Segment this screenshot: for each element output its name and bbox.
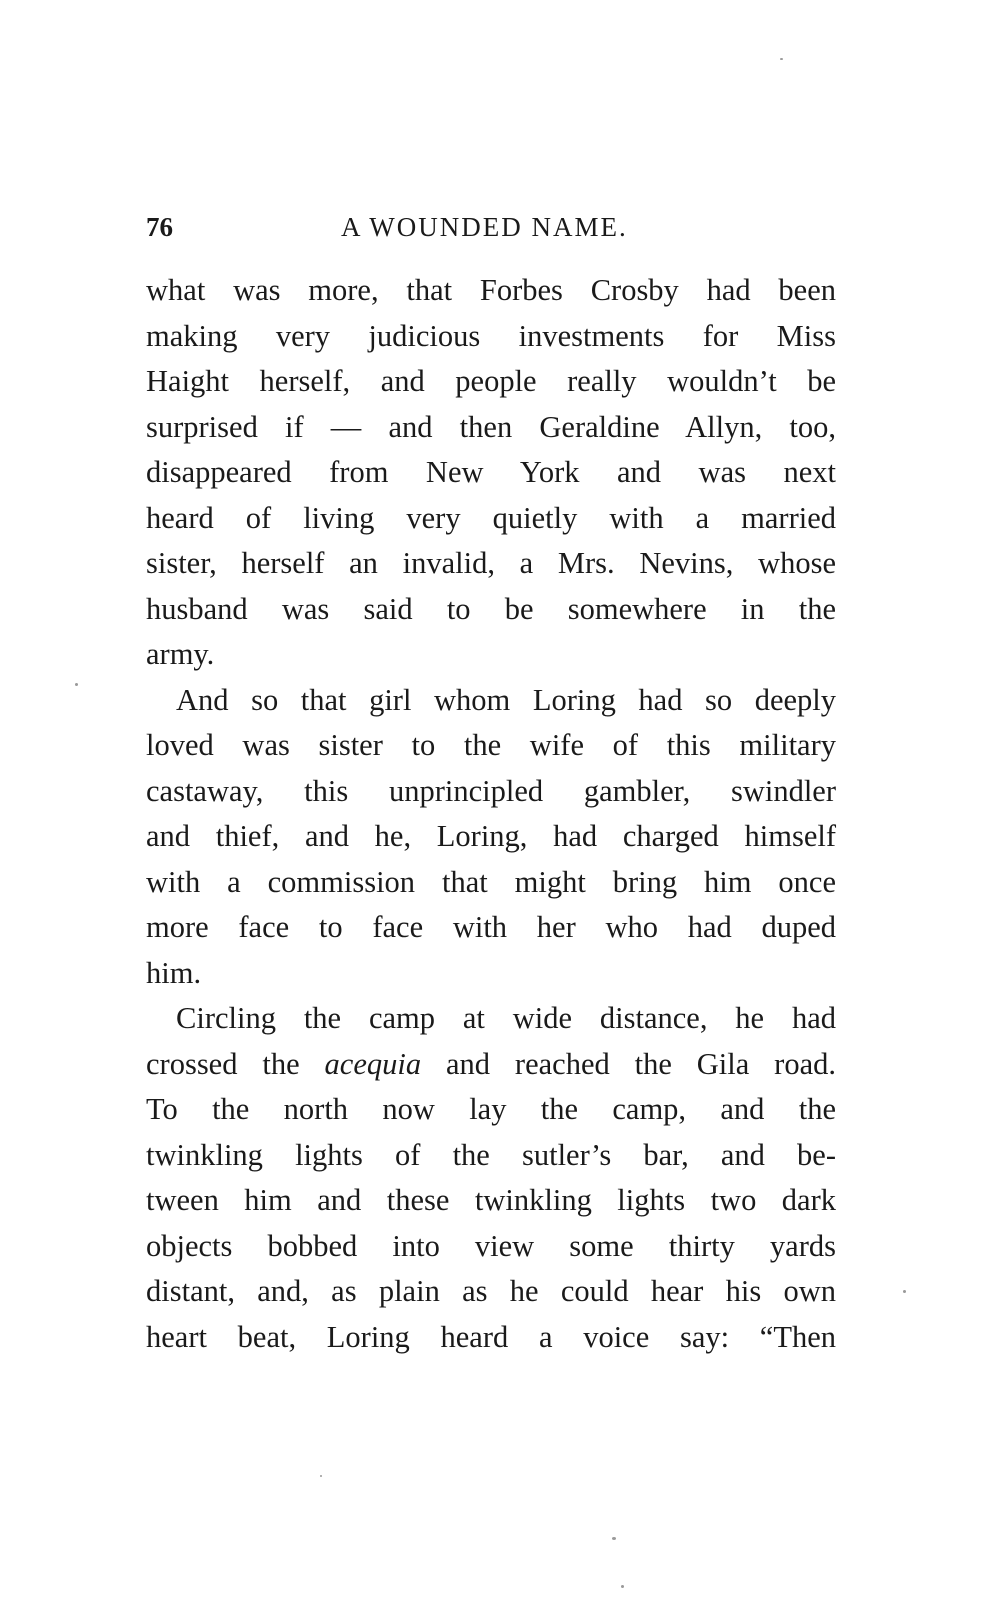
scan-speck xyxy=(780,58,783,60)
page-number: 76 xyxy=(146,212,173,242)
scan-speck xyxy=(903,1290,906,1293)
text-line: castaway, this unprincipled gambler, swindler xyxy=(146,773,836,808)
text-line: tween him and these twinkling lights two dark xyxy=(146,1183,836,1217)
scan-speck xyxy=(75,683,78,686)
text-line: distant, and, as plain as he could hear his own xyxy=(146,1274,836,1308)
text-line: what was more, that Forbes Crosby had been xyxy=(146,273,836,307)
text-fragment: crossed the xyxy=(146,1046,325,1081)
text-line: making very judicious investments for Miss xyxy=(146,318,836,353)
running-header xyxy=(146,207,836,247)
text-line: more face to face with her who had duped xyxy=(146,910,836,944)
text-line: heard of living very quietly with a married xyxy=(146,500,836,535)
text-line: disappeared from New York and was next xyxy=(146,455,836,489)
text-line: and thief, and he, Loring, had charged himself xyxy=(146,819,836,853)
text-line: loved was sister to the wife of this military xyxy=(146,728,836,762)
paragraph-end-line: army. xyxy=(146,637,215,671)
scan-speck xyxy=(320,1475,322,1477)
text-line: To the north now lay the camp, and the xyxy=(146,1092,836,1126)
text-line: objects bobbed into view some thirty yards xyxy=(146,1228,836,1263)
text-line: with a commission that might bring him once xyxy=(146,864,836,899)
text-line: sister, herself an invalid, a Mrs. Nevins, whose xyxy=(146,546,836,580)
text-line: heart beat, Loring heard a voice say: “Then xyxy=(146,1319,836,1354)
paragraph-end-line: him. xyxy=(146,955,202,990)
paragraph-start-line: Circling the camp at wide distance, he had xyxy=(176,1001,836,1035)
text-fragment: and reached the Gila road. xyxy=(421,1046,837,1081)
text-line: husband was said to be somewhere in the xyxy=(146,591,836,626)
italic-word: acequia xyxy=(324,1046,422,1081)
running-title: A WOUNDED NAME. xyxy=(341,212,628,242)
scan-speck xyxy=(612,1537,616,1540)
body-text xyxy=(146,268,836,1360)
text-line-with-italic xyxy=(146,1042,836,1088)
text-line: Haight herself, and people really wouldn’t be xyxy=(146,364,836,398)
text-line: surprised if — and then Geraldine Allyn, too, xyxy=(146,409,836,444)
text-line: twinkling lights of the sutler’s bar, and be- xyxy=(146,1137,836,1172)
scan-speck xyxy=(621,1585,624,1588)
paragraph-start-line: And so that girl whom Loring had so deeply xyxy=(176,682,836,717)
